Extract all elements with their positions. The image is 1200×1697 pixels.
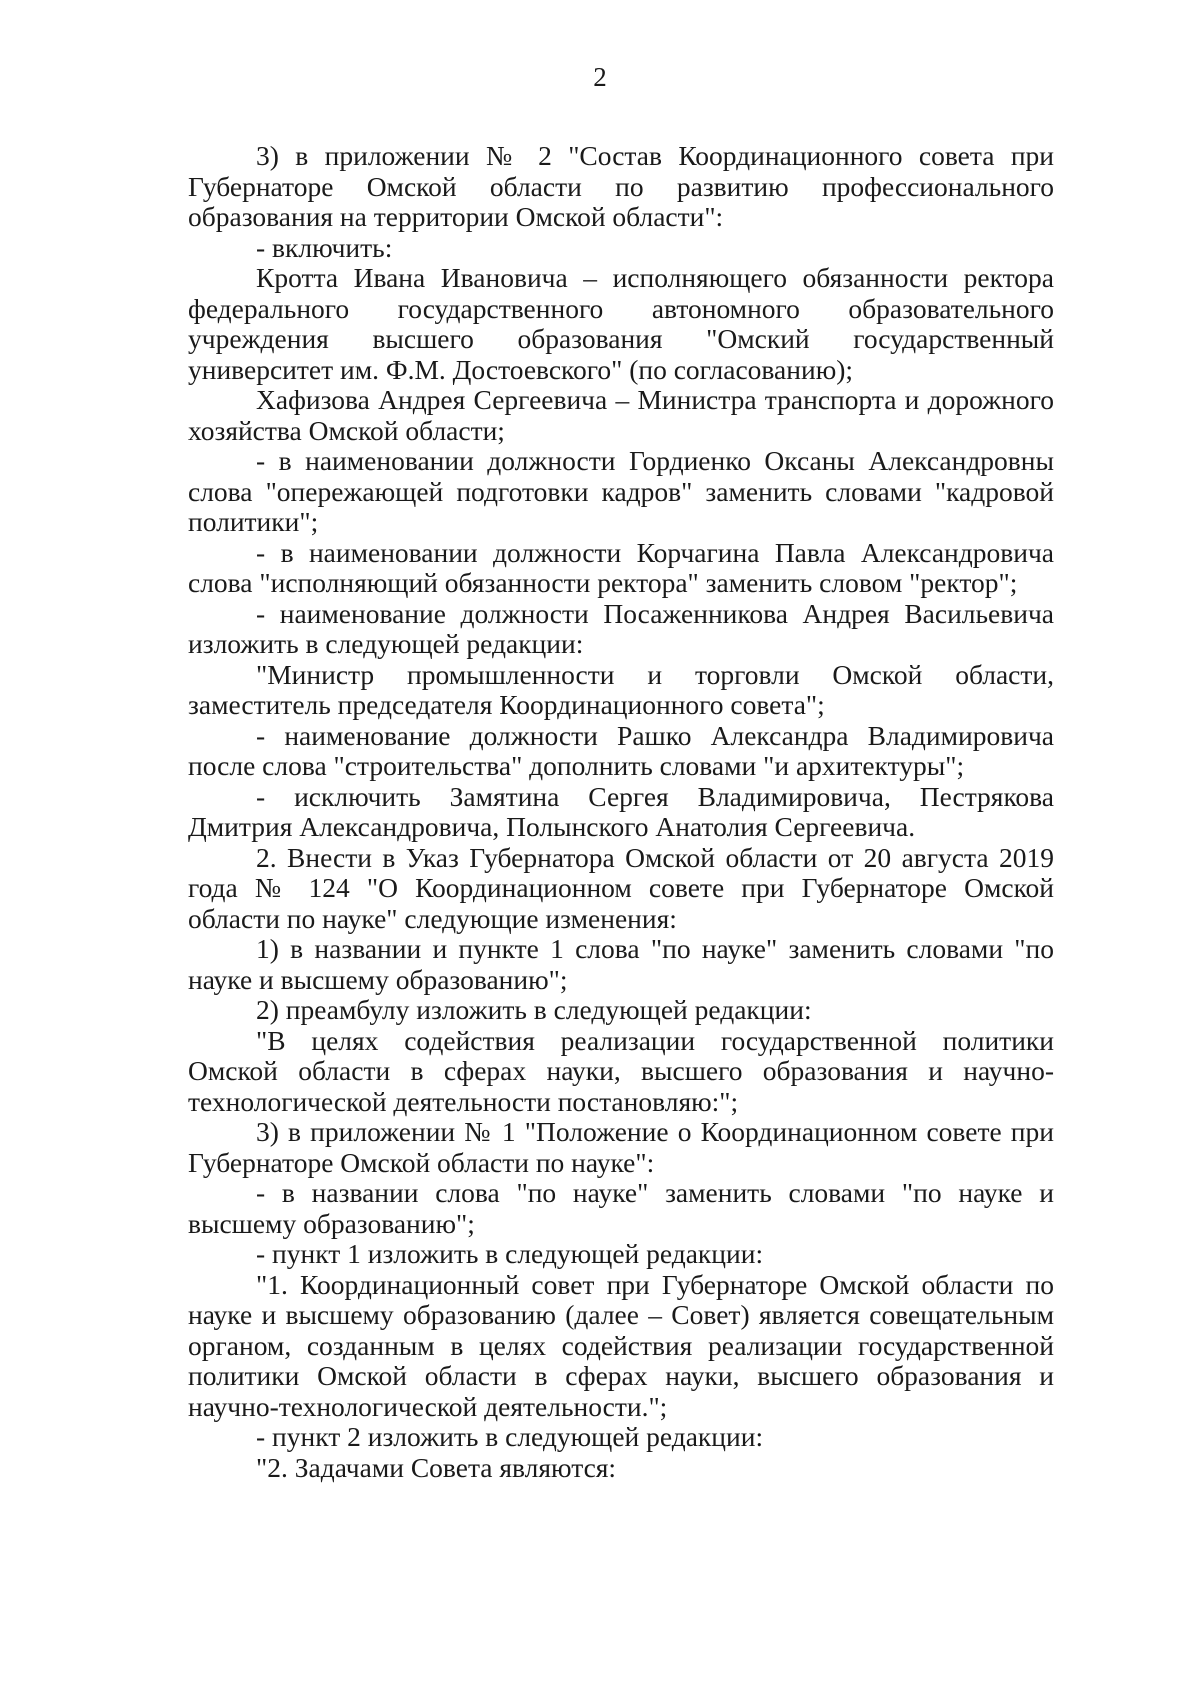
- paragraph-gordienko: - в наименовании должности Гордиенко Оксаны Александровны слова "опережающей подготовки кадров" заменить словами "кадровой политики";: [188, 445, 1054, 537]
- paragraph-preamble-quote: "В целях содействия реализации государственной политики Омской области в сферах науки, высшего образования и научно-технологической деятельности постановляю:";: [188, 1024, 1054, 1117]
- paragraph-krott: Кротта Ивана Ивановича – исполняющего обязанности ректора федерального государственного автономного образовательного учреждения высшего образования "Омский государственный университет им. Ф.М. Достоевского" (по согласованию);: [188, 262, 1054, 385]
- paragraph-exclude: - исключить Замятина Сергея Владимировича, Пестрякова Дмитрия Александровича, Полынского Анатолия Сергеевича.: [188, 780, 1054, 842]
- paragraph-section-2: 2. Внести в Указ Губернатора Омской области от 20 августа 2019 года № 124 "О Координационном совете при Губернаторе Омской области по науке" следующие изменения:: [188, 841, 1054, 934]
- page-number: 2: [593, 62, 607, 92]
- paragraph-preamble: 2) преамбулу изложить в следующей редакции:: [256, 994, 812, 1025]
- paragraph-korchagin: - в наименовании должности Корчагина Павла Александровича слова "исполняющий обязанности ректора" заменить словом "ректор";: [188, 536, 1054, 598]
- paragraph-include: - включить:: [256, 231, 393, 263]
- paragraph-rashko: - наименование должности Рашко Александра Владимировича после слова "строительства" дополнить словами "и архитектуры";: [188, 719, 1054, 781]
- paragraph-annex-title: - в названии слова "по науке" заменить словами "по науке и высшему образованию";: [188, 1177, 1054, 1239]
- paragraph-khafizov: Хафизова Андрея Сергеевича – Министра транспорта и дорожного хозяйства Омской области;: [188, 384, 1054, 446]
- paragraph-point-1: - пункт 1 изложить в следующей редакции:: [256, 1238, 764, 1269]
- paragraph-point-2: - пункт 2 изложить в следующей редакции:: [256, 1421, 764, 1452]
- paragraph-annex-1: 3) в приложении № 1 "Положение о Координационном совете при Губернаторе Омской области по науке":: [188, 1116, 1054, 1178]
- paragraph-point-2-quote: "2. Задачами Совета являются:: [256, 1451, 617, 1483]
- paragraph-name-change: 1) в названии и пункте 1 слова "по науке" заменить словами "по науке и высшему образованию";: [188, 933, 1054, 995]
- paragraph-item-3-annex-2: 3) в приложении № 2 "Состав Координационного совета при Губернаторе Омской области по развитию профессионального образования на территории Омской области":: [188, 140, 1054, 232]
- paragraph-posazhennikov: - наименование должности Посаженникова Андрея Васильевича изложить в следующей редакции:: [188, 597, 1054, 659]
- document-body: [188, 141, 1054, 1483]
- paragraph-minister-quote: "Министр промышленности и торговли Омской области, заместитель председателя Координационного совета";: [188, 658, 1054, 720]
- paragraph-point-1-quote: "1. Координационный совет при Губернаторе Омской области по науке и высшему образованию (далее – Совет) является совещательным органом, созданным в целях содействия реализации государственной политики Омской области в сферах науки, высшего образования и научно-технологической деятельности.";: [188, 1268, 1054, 1422]
